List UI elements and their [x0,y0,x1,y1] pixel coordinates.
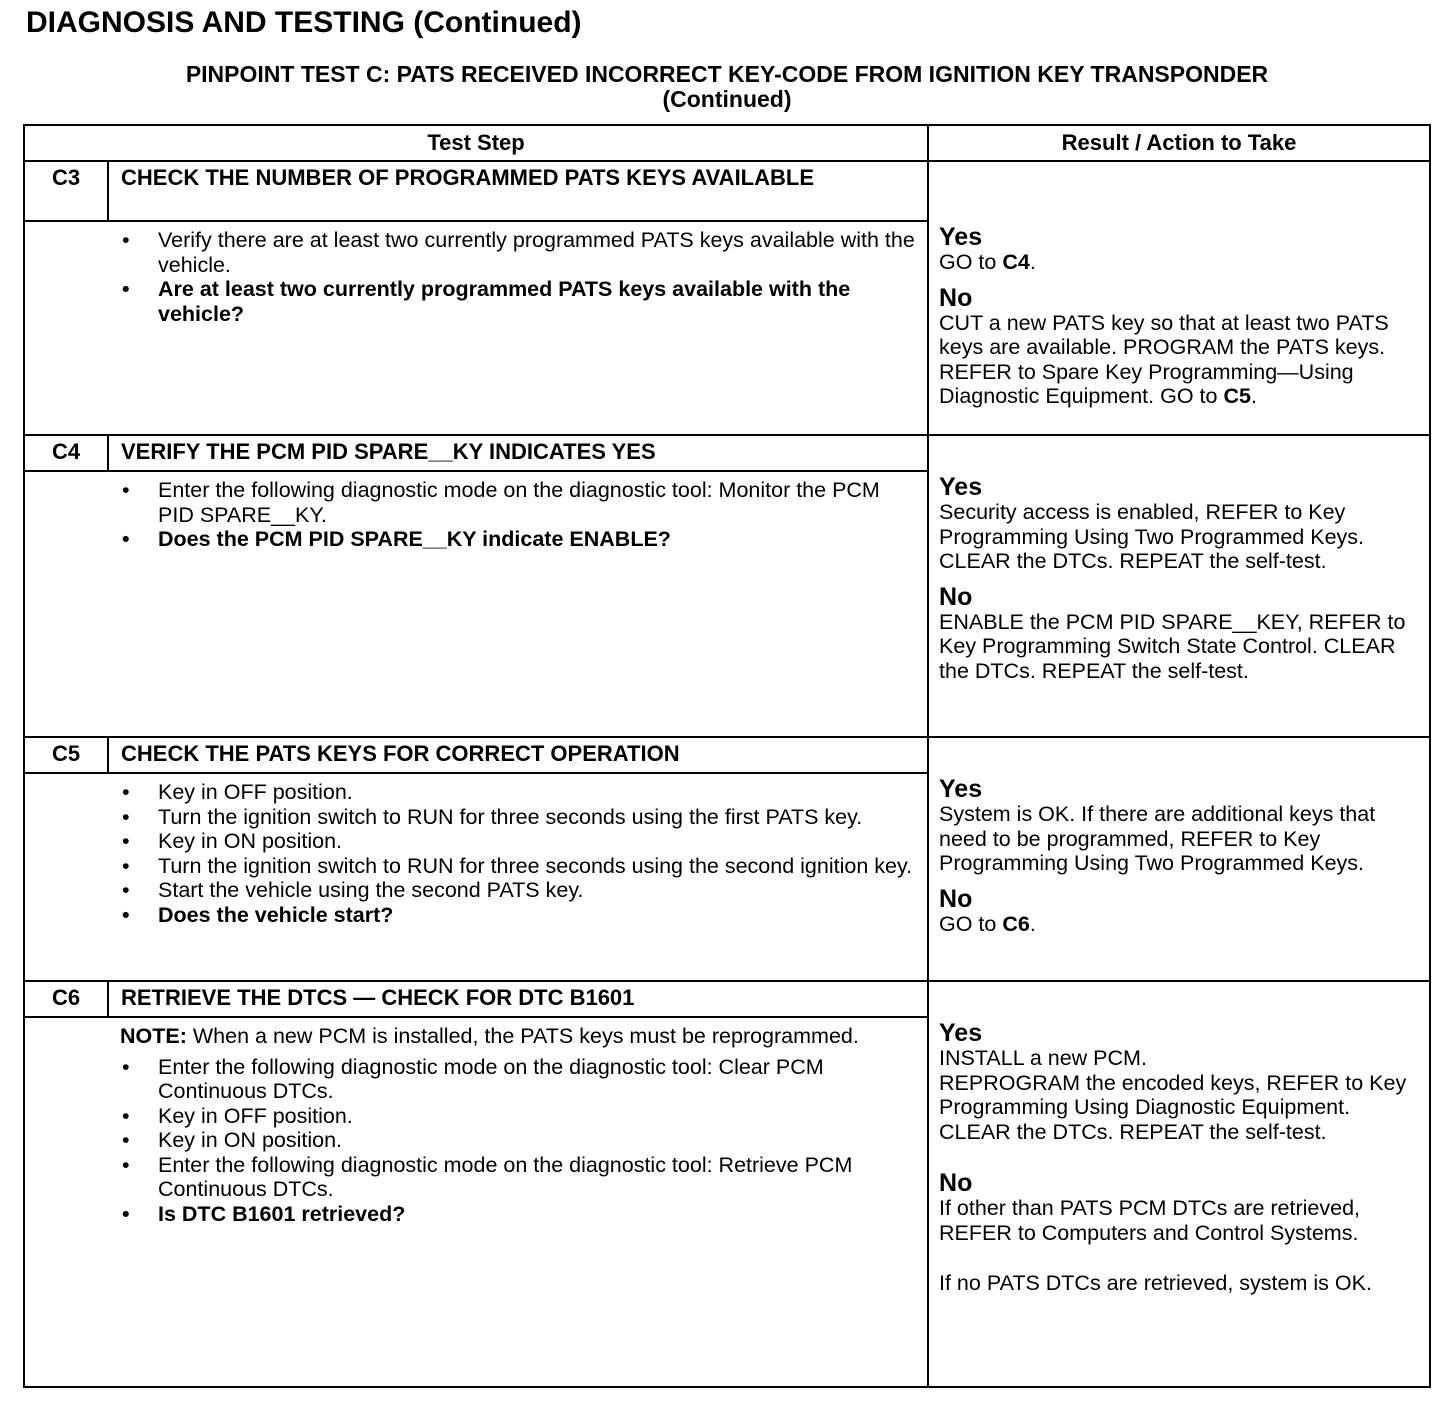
list-item: • Verify there are at least two currently programmed PATS keys available with the vehicle. [120,228,917,277]
result-c4-no-label: No [939,582,973,611]
step-id-c5: C5 [24,737,108,773]
list-item: • Key in OFF position. [120,1104,917,1129]
step-c3-bullets [120,228,917,326]
pinpoint-test-table [23,124,1431,1388]
step-c4-bullets [120,478,917,552]
step-question: • Are at least two currently programmed PATS keys available with the vehicle? [120,277,917,326]
result-c4-yes [939,474,1423,574]
result-c6-no-text-2: If no PATS DTCs are retrieved, system is OK. [939,1271,1372,1295]
step-c5-title-row [24,737,1430,773]
result-c4-no-text: ENABLE the PCM PID SPARE__KEY, REFER to Key Programming Switch State Control. CLEAR the DTCs. REPEAT the self-test. [939,609,1406,683]
result-c6-yes-text-1: INSTALL a new PCM. [939,1046,1147,1070]
result-c5-yes [939,776,1423,876]
step-question: • Does the PCM PID SPARE__KY indicate ENABLE? [120,527,917,552]
result-c3-yes-text [939,250,1423,275]
result-c3-yes [939,224,1423,275]
step-body-c3 [108,221,928,435]
step-c6-note [120,1024,917,1049]
result-c3-no-label: No [939,283,973,312]
result-c3-no-end: . [1250,384,1257,408]
step-title-c4: VERIFY THE PCM PID SPARE__KY INDICATES YES [108,435,928,471]
note-text: When a new PCM is installed, the PATS keys must be reprogrammed. [192,1024,859,1048]
step-c4-title-row [24,435,1430,471]
list-item: • Start the vehicle using the second PATS key. [120,878,917,903]
step-body-c5 [108,773,928,981]
pinpoint-test-title-line-1: PINPOINT TEST C: PATS RECEIVED INCORRECT KEY-CODE FROM IGNITION KEY TRANSPONDER [185,61,1269,87]
result-c6-no [939,1170,1423,1296]
result-c5-no-end: . [1029,911,1036,936]
step-question: • Does the vehicle start? [120,903,917,928]
step-title-c6: RETRIEVE THE DTCS — CHECK FOR DTC B1601 [108,981,928,1017]
list-item: • Turn the ignition switch to RUN for three seconds using the second ignition key. [120,854,917,879]
result-c4-yes-text: Security access is enabled, REFER to Key Programming Using Two Programmed Keys. CLEAR the DTCs. REPEAT the self-test. [939,500,1364,573]
step-c3-title-row [24,161,1430,221]
result-c5-yes-text: System is OK. If there are additional keys that need to be programmed, REFER to Key Programming Using Two Programmed Keys. [939,802,1376,875]
note-label: NOTE: [120,1024,187,1048]
result-c6-no-text-1: If other than PATS PCM DTCs are retrieved, REFER to Computers and Control Systems. [939,1196,1360,1245]
result-c5-no [939,886,1423,937]
table-header-row [24,125,1430,161]
result-c5-no-label: No [939,884,973,913]
result-c3-no [939,285,1423,409]
result-c5-no-ref: C6 [1002,911,1030,936]
step-c6-title-row [24,981,1430,1017]
page-heading: DIAGNOSIS AND TESTING (Continued) [26,6,582,39]
list-item: • Turn the ignition switch to RUN for three seconds using the first PATS key. [120,805,917,830]
step-body-c4 [108,471,928,737]
step-id-c6: C6 [24,981,108,1017]
list-item: • Key in ON position. [120,829,917,854]
result-c6-yes [939,1020,1423,1144]
result-c3-yes-label: Yes [939,223,983,251]
list-item: • Enter the following diagnostic mode on the diagnostic tool: Monitor the PCM PID SPARE__KY. [120,478,917,527]
result-c6-yes-label: Yes [939,1019,983,1047]
step-c6-bullets [120,1055,917,1227]
step-title-c3: CHECK THE NUMBER OF PROGRAMMED PATS KEYS AVAILABLE [108,161,928,221]
step-id-c4: C4 [24,435,108,471]
header-result-action: Result / Action to Take [928,125,1430,161]
result-c3-no-text [939,311,1423,409]
list-item: • Enter the following diagnostic mode on the diagnostic tool: Clear PCM Continuous DTCs. [120,1055,917,1104]
step-title-c5: CHECK THE PATS KEYS FOR CORRECT OPERATION [108,737,928,773]
list-item: • Key in OFF position. [120,780,917,805]
pinpoint-test-title-line-2: (Continued) [662,86,792,112]
header-test-step: Test Step [24,125,928,161]
result-c6-yes-text-2: REPROGRAM the encoded keys, REFER to Key Programming Using Diagnostic Equipment. CLEAR the DTCs. REPEAT the self-test. [939,1070,1407,1144]
result-c3-yes-end: . [1029,250,1036,274]
result-c6-no-label: No [939,1169,973,1197]
result-c5-yes-label: Yes [939,775,983,803]
result-c3-no-action: CUT a new PATS key so that at least two PATS keys are available. PROGRAM the PATS keys. REFER to Spare Key Programming—Using Diagnostic Equipment. GO to [939,310,1389,408]
result-c5-no-action: GO to [939,911,997,936]
step-question: • Is DTC B1601 retrieved? [120,1202,917,1227]
list-item: • Enter the following diagnostic mode on the diagnostic tool: Retrieve PCM Continuous DTCs. [120,1153,917,1202]
step-body-c6 [108,1017,928,1387]
result-c3-yes-action: GO to [939,250,997,274]
result-c5 [928,737,1430,981]
result-c4-yes-label: Yes [939,473,983,501]
result-c3-yes-ref: C4 [1002,250,1030,274]
result-c3-no-ref: C5 [1223,384,1251,408]
result-c5-no-text [939,912,1423,937]
result-c6 [928,981,1430,1387]
pinpoint-test-title [26,62,1428,112]
result-c4 [928,435,1430,737]
step-c5-bullets [120,780,917,927]
result-c3 [928,161,1430,435]
result-c4-no [939,584,1423,684]
list-item: • Key in ON position. [120,1128,917,1153]
step-id-c3: C3 [24,161,108,221]
